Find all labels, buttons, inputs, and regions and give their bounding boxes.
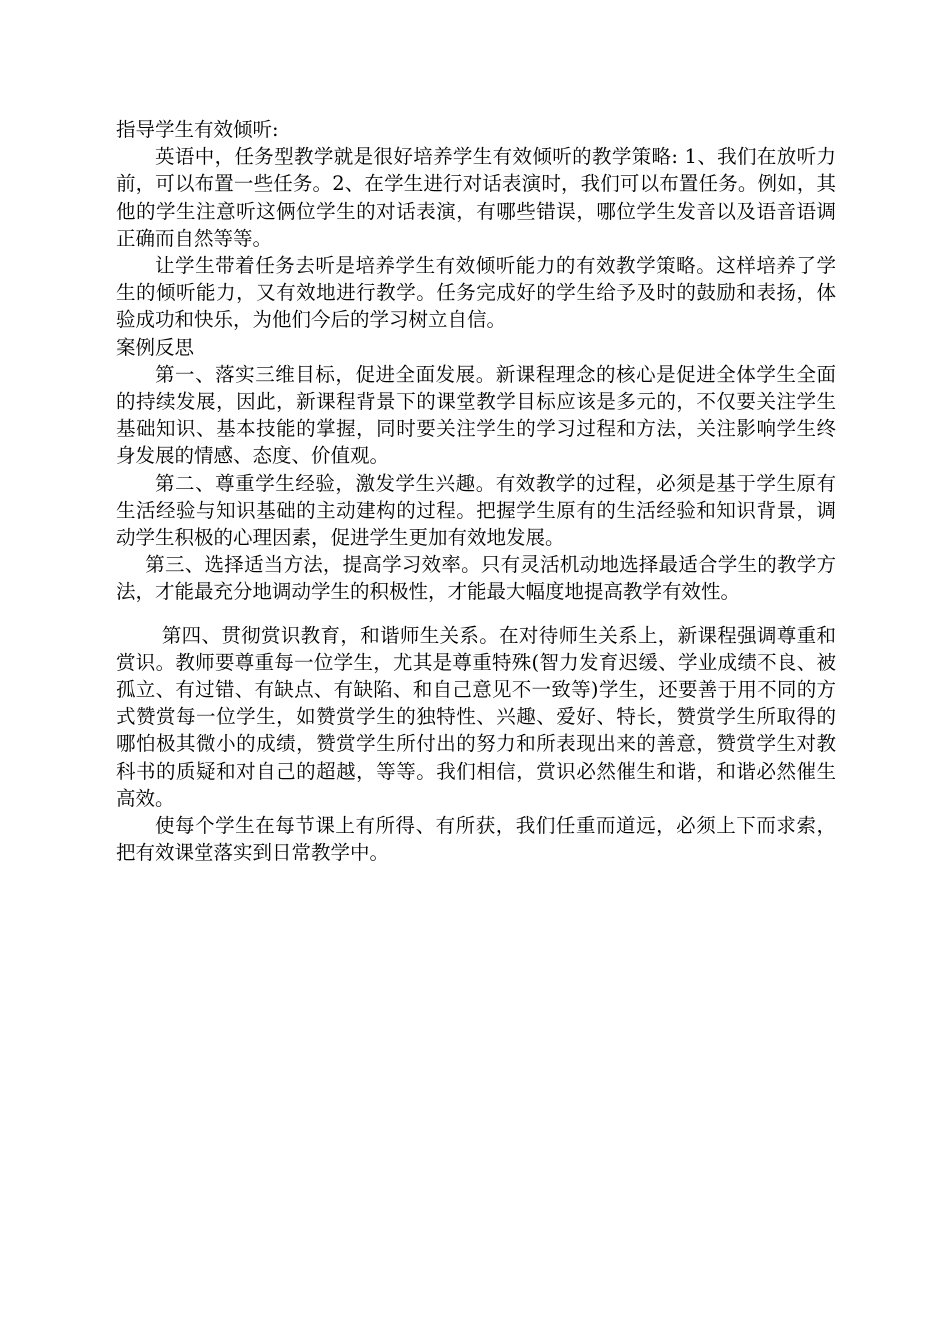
paragraph-reflection-first: 第一、落实三维目标，促进全面发展。新课程理念的核心是促进全体学生全面的持续发展，因此，新课程背景下的课堂教学目标应该是多元的，不仅要关注学生基础知识、基本技能的掌握，同时要关注学生的学习过程和方法，关注影响学生终身发展的情感、态度、价值观。 [116,362,836,468]
paragraph-closing: 使每个学生在每节课上有所得、有所获，我们任重而道远，必须上下而求索，把有效课堂落实到日常教学中。 [116,814,836,865]
paragraph-listening-with-tasks: 让学生带着任务去听是培养学生有效倾听能力的有效教学策略。这样培养了学生的倾听能力，又有效地进行教学。任务完成好的学生给予及时的鼓励和表扬，体验成功和快乐，为他们今后的学习树立自信。 [116,254,836,332]
document-page [116,116,836,866]
paragraph-reflection-fourth: 第四、贯彻赏识教育，和谐师生关系。在对待师生关系上，新课程强调尊重和赏识。教师要尊重每一位学生，尤其是尊重特殊(智力发育迟缓、学业成绩不良、被孤立、有过错、有缺点、有缺陷、和自己意见不一致等)学生，还要善于用不同的方式赞赏每一位学生，如赞赏学生的独特性、兴趣、爱好、特长，赞赏学生所取得的哪怕极其微小的成绩，赞赏学生所付出的努力和所表现出来的善意，赞赏学生对教科书的质疑和对自己的超越，等等。我们相信，赏识必然催生和谐，和谐必然催生高效。 [116,623,836,810]
paragraph-task-based-teaching: 英语中，任务型教学就是很好培养学生有效倾听的教学策略: 1、我们在放听力前，可以布置一些任务。2、在学生进行对话表演时，我们可以布置任务。例如，其他的学生注意听这俩位学生的对话表演，有哪些错误，哪位学生发音以及语音语调正确而自然等等。 [116,145,836,250]
paragraph-reflection-second: 第二、尊重学生经验，激发学生兴趣。有效教学的过程，必须是基于学生原有生活经验与知识基础的主动建构的过程。把握学生原有的生活经验和知识背景，调动学生积极的心理因素，促进学生更加有效地发展。 [116,471,836,550]
section-heading-listening: 指导学生有效倾听: [116,118,279,141]
section-heading-case-reflection: 案例反思 [116,335,195,359]
paragraph-reflection-third: 第三、选择适当方法，提高学习效率。只有灵活机动地选择最适合学生的教学方法，才能最充分地调动学生的积极性，才能最大幅度地提高教学有效性。 [116,553,836,604]
